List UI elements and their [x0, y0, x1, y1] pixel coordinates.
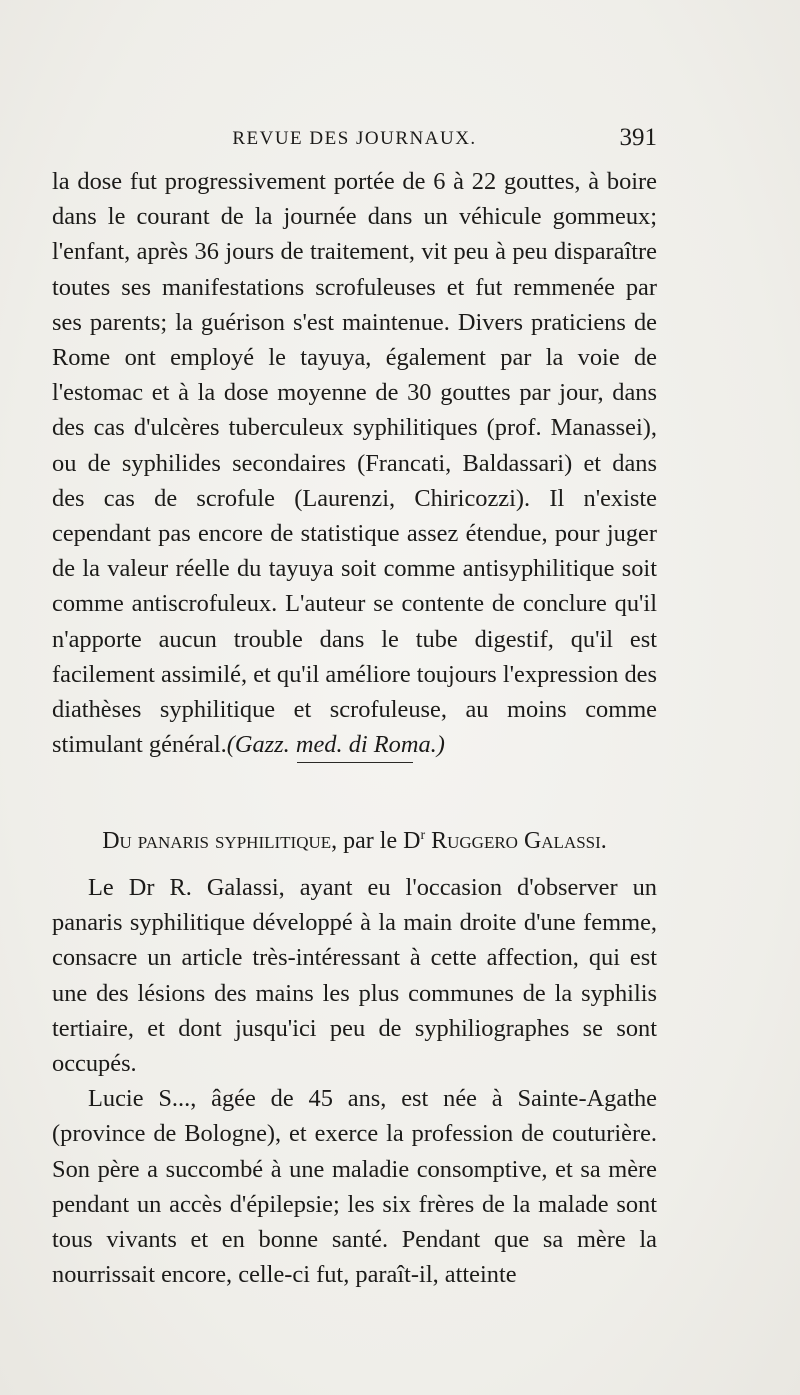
article-paragraph — [52, 164, 657, 762]
article-paragraph-1: Le Dr R. Galassi, ayant eu l'occasion d'observer un panaris syphilitique développé à la main droite d'une femme, consacre un article très-intéressant à cette affection, qui est une des lésions des mains les plus communes de la syphilis tertiaire, et dont jusqu'ici peu de syphiliographes se sont occupés. — [52, 874, 657, 1078]
article-text: la dose fut progressivement portée de 6 à 22 gouttes, à boire dans le courant de la journée dans un véhicule gommeux; l'enfant, après 36 jours de traitement, vit peu à peu disparaître toutes ses manifestations scrofuleuses et fut remmenée par ses parents; la guérison s'est maintenue. Divers praticiens de Rome ont employé le tayuya, également par la voie de l'estomac et à la dose moyenne de 30 gouttes par jour, dans des cas d'ulcères tuberculeux syphilitiques (prof. Manassei), ou de syphilides secondaires (Francati, Baldassari) et dans des cas de scrofule (Laurenzi, Chiricozzi). Il n'existe cependant pas encore de statistique assez étendue, pour juger de la valeur réelle du tayuya soit comme antisyphilitique soit comme antiscrofuleux. L'auteur se contente de conclure qu'il n'apporte aucun trouble dans le tube digestif, qu'il est facilement assimilé, et qu'il améliore toujours l'expression des diathèses syphilitique et scrofuleuse, au moins comme stimulant général. — [52, 168, 657, 759]
running-head: REVUE DES JOURNAUX. — [232, 128, 477, 149]
article-paragraph-2: Lucie S..., âgée de 45 ans, est née à Sainte-Agathe (province de Bologne), et exerce la profession de couturière. Son père a succombé à une maladie consomptive, et sa mère pendant un accès d'épilepsie; les six frères de la malade sont tous vivants et en bonne santé. Pendant que sa mère la nourrissait encore, celle-ci fut, paraît-il, atteinte — [52, 1085, 657, 1289]
journal-citation: (Gazz. med. di Roma.) — [226, 731, 445, 759]
title-connector: , par le D — [331, 828, 421, 854]
page-number: 391 — [619, 124, 657, 151]
article-body — [52, 870, 657, 1292]
title-subject: Du panaris syphilitique — [102, 828, 332, 854]
title-superscript: r — [420, 828, 426, 843]
section-title — [52, 819, 657, 858]
article-continuation — [52, 164, 657, 762]
page-header — [52, 124, 657, 158]
section-divider — [297, 762, 413, 763]
title-author: Ruggero Galassi. — [425, 828, 607, 854]
